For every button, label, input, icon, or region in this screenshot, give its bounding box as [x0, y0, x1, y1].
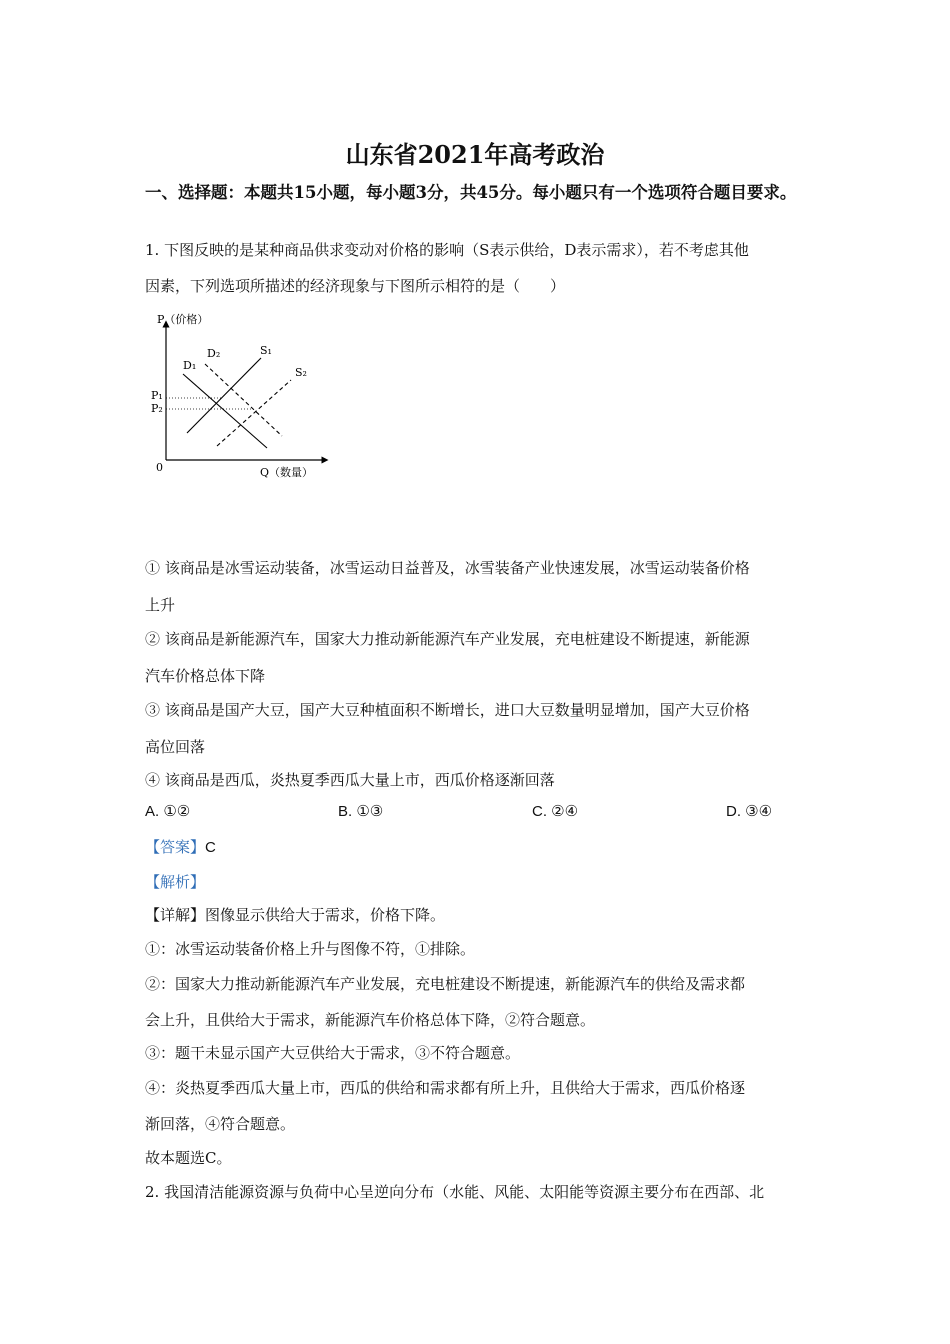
- option-a: A. ①②: [145, 803, 191, 820]
- s2-label: S₂: [295, 366, 307, 379]
- explanation-line-1: 【详解】图像显示供给大于需求，价格下降。: [145, 906, 446, 924]
- option-c: C. ②④: [532, 803, 579, 820]
- explanation-line-8: 故本题选C。: [145, 1149, 232, 1167]
- option-b: B. ①③: [338, 803, 384, 820]
- question-1-stem-line-2: 因素，下列选项所描述的经济现象与下图所示相符的是（ ）: [145, 277, 566, 295]
- question-1-stem-line-1: 1. 下图反映的是某种商品供求变动对价格的影响（S表示供给，D表示需求），若不考虑其他: [145, 241, 749, 259]
- answer-value: C: [205, 839, 216, 856]
- answer-line: [145, 837, 216, 858]
- statement-3-line-1: ③ 该商品是国产大豆，国产大豆种植面积不断增长，进口大豆数量明显增加，国产大豆价格: [145, 701, 750, 719]
- explanation-line-6: ④：炎热夏季西瓜大量上市，西瓜的供给和需求都有所上升，且供给大于需求，西瓜价格逐: [145, 1079, 746, 1097]
- answer-tag: 【答案】: [145, 838, 206, 856]
- explanation-line-5: ③：题干未显示国产大豆供给大于需求，③不符合题意。: [145, 1044, 521, 1062]
- statement-1-line-2: 上升: [145, 596, 176, 614]
- demand-curve-d1: [183, 374, 267, 448]
- s1-label: S₁: [260, 344, 272, 357]
- p1-label: P₁: [151, 389, 163, 402]
- section-header: 一、选择题：本题共15小题，每小题3分，共45分。每小题只有一个选项符合题目要求。: [145, 183, 797, 202]
- explanation-line-2: ①：冰雪运动装备价格上升与图像不符，①排除。: [145, 940, 476, 958]
- d2-label: D₂: [207, 347, 221, 360]
- supply-demand-graph: [145, 308, 345, 488]
- explanation-line-3: ②：国家大力推动新能源汽车产业发展，充电桩建设不断提速，新能源汽车的供给及需求都: [145, 975, 746, 993]
- explanation-line-4: 会上升，且供给大于需求，新能源汽车价格总体下降，②符合题意。: [145, 1011, 596, 1029]
- option-d: D. ③④: [726, 803, 773, 820]
- explanation-line-7: 渐回落，④符合题意。: [145, 1115, 296, 1133]
- statement-3-line-2: 高位回落: [145, 738, 206, 756]
- statement-1-line-1: ① 该商品是冰雪运动装备，冰雪运动日益普及，冰雪装备产业快速发展，冰雪运动装备价格: [145, 559, 750, 577]
- page-title: 山东省2021年高考政治: [345, 140, 605, 169]
- analysis-tag: 【解析】: [145, 873, 206, 891]
- statement-2-line-1: ② 该商品是新能源汽车，国家大力推动新能源汽车产业发展，充电桩建设不断提速，新能源: [145, 630, 750, 648]
- d1-label: D₁: [183, 359, 197, 372]
- y-axis-label: P（价格）: [157, 313, 209, 326]
- statement-4-line-1: ④ 该商品是西瓜，炎热夏季西瓜大量上市，西瓜价格逐渐回落: [145, 771, 555, 789]
- question-2-stem-line-1: 2. 我国清洁能源资源与负荷中心呈逆向分布（水能、风能、太阳能等资源主要分布在西部、北: [145, 1183, 765, 1201]
- statement-2-line-2: 汽车价格总体下降: [145, 667, 266, 685]
- supply-curve-s1: [187, 358, 261, 433]
- demand-curve-d2: [205, 364, 282, 436]
- p2-label: P₂: [151, 402, 163, 415]
- x-axis-label: Q（数量）: [260, 466, 314, 479]
- origin-label: 0: [156, 461, 163, 474]
